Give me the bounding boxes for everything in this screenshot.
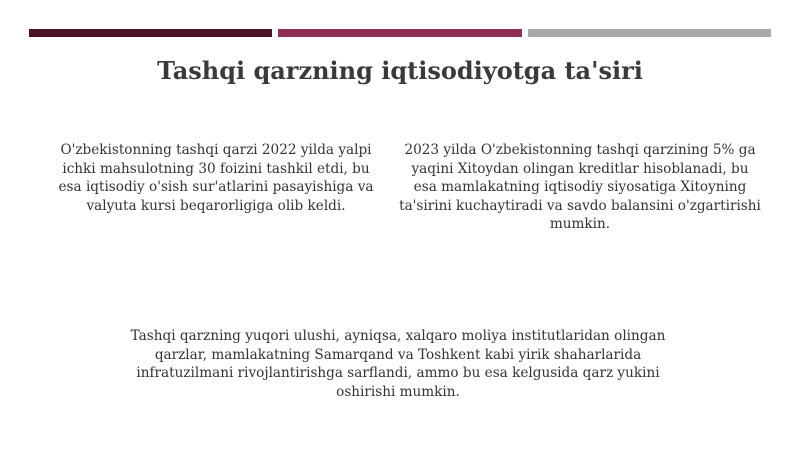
- accent-bar-dark: [29, 29, 272, 37]
- paragraph-left: O'zbekistonning tashqi qarzi 2022 yilda yalpi ichki mahsulotning 30 foizini tashkil etdi, bu esa iqtisodiy o'sish sur'atlarini pasayishiga va valyuta kursi beqarorligiga olib keldi.: [58, 142, 374, 214]
- paragraph-bottom: Tashqi qarzning yuqori ulushi, ayniqsa, xalqaro moliya institutlaridan olingan qarzlar, mamlakatning Samarqand va Toshkent kabi yirik shaharlarida infratuzilmani rivojlantirishga sarflandi, ammo bu esa kelgusida qarz yukini oshirishi mumkin.: [130, 328, 666, 400]
- accent-bar-gray: [528, 29, 771, 37]
- slide-title: Tashqi qarzning iqtisodiyotga ta'siri: [157, 56, 643, 85]
- paragraph-right: 2023 yilda O'zbekistonning tashqi qarzining 5% ga yaqini Xitoydan olingan kreditlar hisoblanadi, bu esa mamlakatning iqtisodiy siyosatiga Xitoyning ta'sirini kuchaytiradi va savdo balansini o'zgartirishi mumkin.: [399, 142, 761, 232]
- accent-bar-magenta: [278, 29, 522, 37]
